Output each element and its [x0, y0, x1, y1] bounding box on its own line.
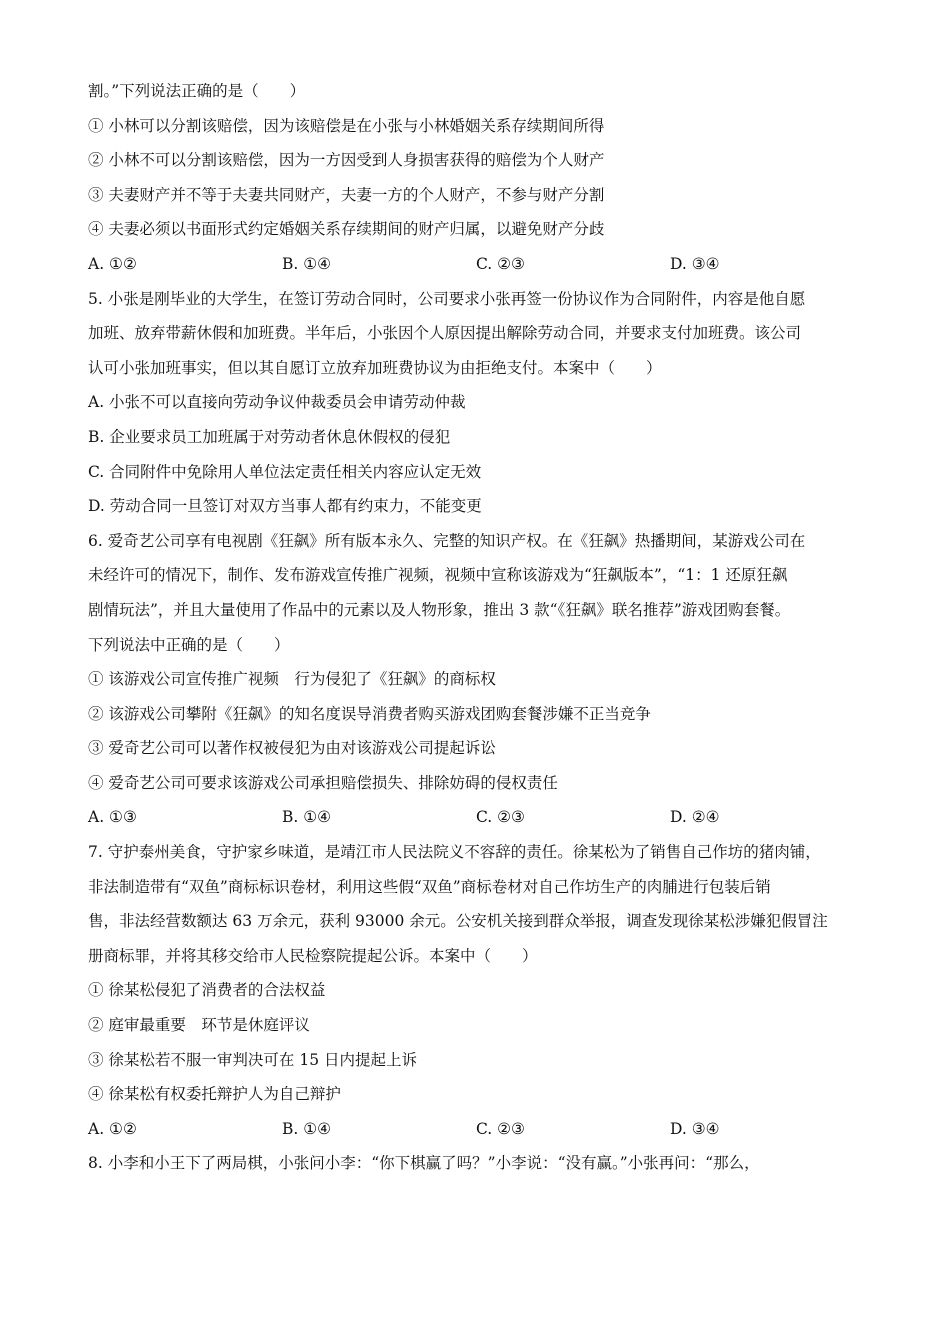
- q4-choice-b: B. ①④: [282, 254, 332, 273]
- q6-option-2: ② 该游戏公司攀附《狂飙》的知名度误导消费者购买游戏团购套餐涉嫌不正当竞争: [88, 704, 651, 723]
- q4-option-2: ② 小林不可以分割该赔偿，因为一方因受到人身损害获得的赔偿为个人财产: [88, 151, 605, 170]
- q7-choice-a: A. ①②: [88, 1119, 137, 1138]
- q7-choice-d: D. ③④: [670, 1119, 720, 1138]
- q4-option-1: ① 小林可以分割该赔偿，因为该赔偿是在小张与小林婚姻关系存续期间所得: [88, 116, 605, 135]
- q5-option-a: A. 小张不可以直接向劳动争议仲裁委员会申请劳动仲裁: [88, 393, 466, 412]
- q6-stem-line-1: 6. 爱奇艺公司享有电视剧《狂飙》所有版本永久、完整的知识产权。在《狂飙》热播期间，某游戏公司在: [88, 531, 806, 550]
- q4-option-3: ③ 夫妻财产并不等于夫妻共同财产，夫妻一方的个人财产，不参与财产分割: [88, 185, 605, 204]
- q6-stem-line-3: 剧情玩法”，并且大量使用了作品中的元素以及人物形象，推出 3 款“《狂飙》联名推荐”游戏团购套餐。: [88, 600, 791, 619]
- q6-option-1: ① 该游戏公司宣传推广视频 行为侵犯了《狂飙》的商标权: [88, 670, 496, 689]
- q7-option-4: ④ 徐某松有权委托辩护人为自己辩护: [88, 1085, 341, 1104]
- q4-choice-d: D. ③④: [670, 254, 720, 273]
- q6-choice-c: C. ②③: [476, 808, 525, 827]
- q7-stem-line-4: 册商标罪，并将其移交给市人民检察院提起公诉。本案中（ ）: [88, 946, 538, 965]
- q7-option-1: ① 徐某松侵犯了消费者的合法权益: [88, 981, 326, 1000]
- q5-stem-line-1: 5. 小张是刚毕业的大学生，在签订劳动合同时，公司要求小张再签一份协议作为合同附件，内容是他自愿: [88, 289, 806, 308]
- q4-choice-c: C. ②③: [476, 254, 525, 273]
- q6-choice-b: B. ①④: [282, 808, 332, 827]
- q6-stem-line-2: 未经许可的情况下，制作、发布游戏宣传推广视频，视频中宣称该游戏为“狂飙版本”，“1：1 还原狂飙: [88, 566, 788, 585]
- q7-stem-line-1: 7. 守护泰州美食，守护家乡味道，是靖江市人民法院义不容辞的责任。徐某松为了销售自己作坊的猪肉铺，: [88, 843, 821, 862]
- q5-option-d: D. 劳动合同一旦签订对双方当事人都有约束力，不能变更: [88, 497, 482, 516]
- q6-choice-d: D. ②④: [670, 808, 720, 827]
- q4-choices: [88, 247, 868, 282]
- q6-option-3: ③ 爱奇艺公司可以著作权被侵犯为由对该游戏公司提起诉讼: [88, 739, 496, 758]
- q4-option-4: ④ 夫妻必须以书面形式约定婚姻关系存续期间的财产归属，以避免财产分歧: [88, 220, 605, 239]
- q7-choice-b: B. ①④: [282, 1119, 332, 1138]
- q4-choice-a: A. ①②: [88, 254, 137, 273]
- q7-option-2: ② 庭审最重要 环节是休庭评议: [88, 1016, 310, 1035]
- q4-stem-tail: 割。”下列说法正确的是（ ）: [88, 82, 306, 100]
- q8-stem-line-1: 8. 小李和小王下了两局棋，小张问小李：“你下棋赢了吗？”小李说：“没有赢。”小张再问：“那么，: [88, 1154, 760, 1173]
- q5-stem-line-3: 认可小张加班事实，但以其自愿订立放弃加班费协议为由拒绝支付。本案中（ ）: [88, 358, 662, 377]
- exam-page: [88, 74, 868, 1181]
- q7-stem-line-2: 非法制造带有“双鱼”商标标识卷材，利用这些假“双鱼”商标卷材对自己作坊生产的肉脯进行包装后销: [88, 877, 771, 896]
- q5-option-b: B. 企业要求员工加班属于对劳动者休息休假权的侵犯: [88, 427, 451, 446]
- q5-stem-line-2: 加班、放弃带薪休假和加班费。半年后，小张因个人原因提出解除劳动合同，并要求支付加班费。该公司: [88, 324, 802, 343]
- q7-stem-line-3: 售，非法经营数额达 63 万余元，获利 93000 余元。公安机关接到群众举报，调查发现徐某松涉嫌犯假冒注: [88, 912, 828, 931]
- q5-option-c: C. 合同附件中免除用人单位法定责任相关内容应认定无效: [88, 462, 482, 481]
- q7-option-3: ③ 徐某松若不服一审判决可在 15 日内提起上诉: [88, 1050, 418, 1069]
- q7-choices: [88, 1112, 868, 1147]
- q6-option-4: ④ 爱奇艺公司可要求该游戏公司承担赔偿损失、排除妨碍的侵权责任: [88, 773, 558, 792]
- q6-choices: [88, 800, 868, 835]
- q6-choice-a: A. ①③: [88, 808, 137, 827]
- q7-choice-c: C. ②③: [476, 1119, 525, 1138]
- q6-stem-line-4: 下列说法中正确的是（ ）: [88, 635, 290, 654]
